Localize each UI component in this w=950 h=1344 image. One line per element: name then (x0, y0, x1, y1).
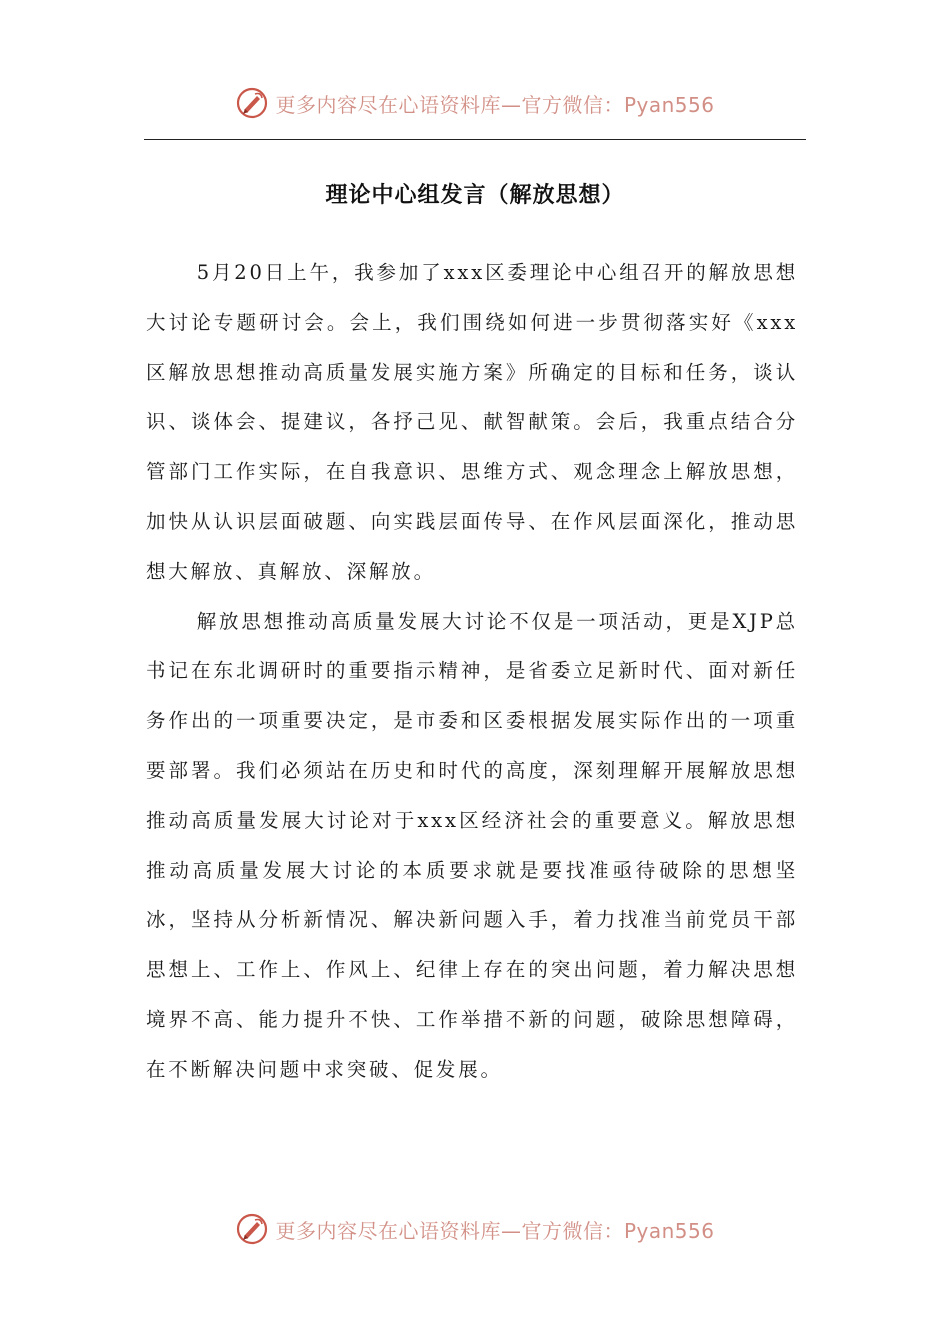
page-title: 理论中心组发言（解放思想） (325, 183, 625, 208)
paragraph: 解放思想推动高质量发展大讨论不仅是一项活动，更是XJP总书记在东北调研时的重要指示精神，是省委立足新时代、面对新任务作出的一项重要决定，是市委和区委根据发展实际作出的一项重要部署。我们必须站在历史和时代的高度，深刻理解开展解放思想推动高质量发展大讨论对于xxx区经济社会的重要意义。解放思想推动高质量发展大讨论的本质要求就是要找准亟待破除的思想坚冰，坚持从分析新情况、解决新问题入手，着力找准当前党员干部思想上、工作上、作风上、纪律上存在的突出问题，着力解决思想境界不高、能力提升不快、工作举措不新的问题，破除思想障碍，在不断解决问题中求突破、促发展。 (146, 609, 798, 1081)
watermark-text: 更多内容尽在心语资料库—官方微信：Pyan556 (275, 1218, 715, 1243)
header-watermark (0, 86, 950, 120)
pen-logo-icon (235, 1212, 269, 1246)
footer-watermark (0, 1212, 950, 1246)
paragraph: 5月20日上午，我参加了xxx区委理论中心组召开的解放思想大讨论专题研讨会。会上，我们围绕如何进一步贯彻落实好《xxx区解放思想推动高质量发展实施方案》所确定的目标和任务，谈认识、谈体会、提建议，各抒己见、献智献策。会后，我重点结合分管部门工作实际，在自我意识、思维方式、观念理念上解放思想，加快从认识层面破题、向实践层面传导、在作风层面深化，推动思想大解放、真解放、深解放。 (146, 261, 798, 583)
pen-logo-icon (235, 86, 269, 120)
document-body (146, 248, 798, 1095)
header-divider (144, 139, 806, 140)
watermark-text: 更多内容尽在心语资料库—官方微信：Pyan556 (275, 92, 715, 117)
